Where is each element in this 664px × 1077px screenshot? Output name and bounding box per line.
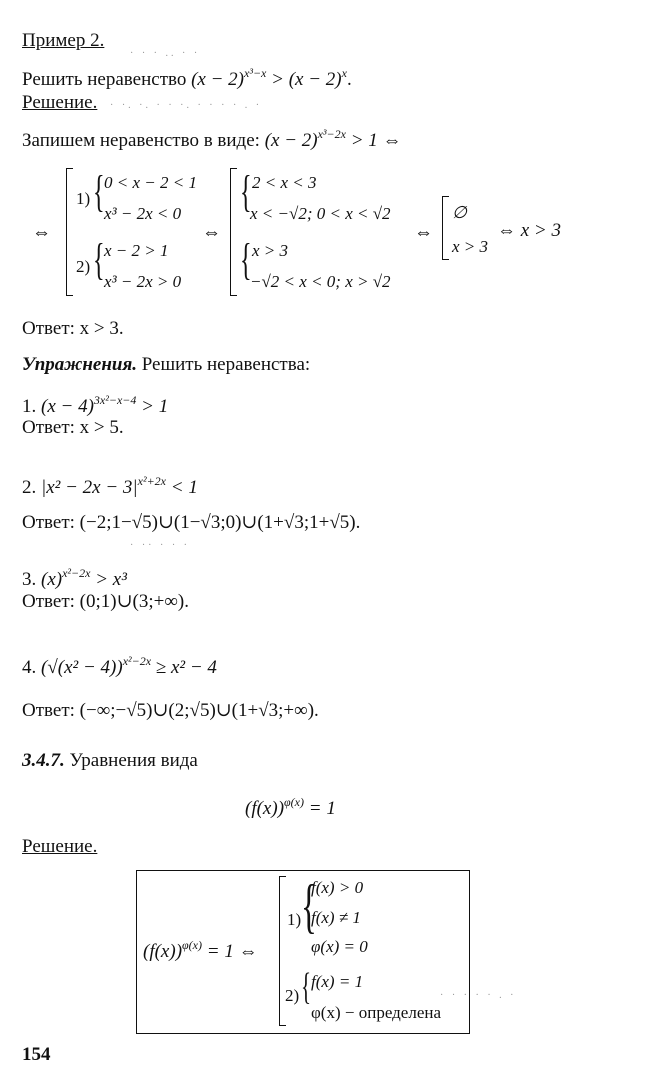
example-answer: Ответ: x > 3. [22,318,124,339]
task-prefix: Решить неравенство [22,69,187,90]
system-mid-arrow: ⇔ [202,222,221,243]
task-lhs: (x − 2) [191,69,245,90]
box-case2-line2: φ(x) − определена [311,1003,442,1022]
r1-brace: { [240,167,252,216]
section-heading [22,750,198,772]
r1-line2: x < −√2; 0 < x < √2 [250,204,391,223]
scan-noise: · ·· · · · [130,540,190,551]
exercise-1-answer: Ответ: x > 5. [22,417,124,438]
task-rhs: > (x − 2) [266,69,342,90]
system-square-bracket [66,168,73,296]
system-lead-arrow: ⇔ [32,222,51,243]
final-square-bracket [442,196,449,260]
box-case1-brace: { [301,873,317,939]
exercise-base: |x² − 2x − 3| [41,477,138,498]
exercise-rest: < 1 [166,477,198,498]
exercise-1 [22,389,168,418]
exercise-exp: x²−2x [122,654,152,668]
example-task [22,62,352,91]
final-result: ⇔ x > 3 [497,220,562,241]
box-case2-label: 2) [285,986,300,1005]
exercise-number: 2. [22,477,37,498]
box-lhs-rhs: = 1 ⇔ [202,941,258,962]
rewrite-exp: x³−2x [317,127,346,141]
box-case1-line1: f(x) > 0 [311,878,364,897]
r2-line2: −√2 < x < 0; x > √2 [250,272,391,291]
box-lhs [143,934,258,963]
case2-brace: { [93,235,105,284]
box-case1-label: 1) [287,910,302,929]
box-case2-line1: f(x) = 1 [311,972,364,991]
scan-noise: · ·. ·. · · ·. · · · · . · [110,100,263,111]
exercise-3-answer: Ответ: (0;1)∪(3;+∞). [22,591,189,612]
formula-base: (f(x)) [245,798,285,819]
case2-line2: x³ − 2x > 0 [104,272,182,291]
page-number: 154 [22,1044,51,1065]
exercise-3 [22,562,127,591]
exercise-number: 4. [22,657,37,678]
case2-line1: x − 2 > 1 [104,241,169,260]
final-line1: ∅ [452,203,467,222]
system-arrow3: ⇔ [414,222,433,243]
solution-label: Решение. [22,92,98,113]
exercise-base: (x) [41,569,63,590]
final-line2: x > 3 [452,237,489,256]
exercise-2-answer: Ответ: (−2;1−√5)∪(1−√3;0)∪(1+√3;1+√5). [22,512,361,533]
exercise-number: 1. [22,396,37,417]
case1-label: 1) [76,189,91,208]
rewrite-prefix: Запишем неравенство в виде: [22,130,260,151]
case1-brace: { [93,167,105,216]
box-case1-line2: f(x) ≠ 1 [311,908,361,927]
section-solution-label: Решение. [22,836,98,857]
box-lhs-exp: φ(x) [182,938,202,952]
section-title: Уравнения вида [64,750,198,771]
task-end: . [346,69,352,90]
formula-exp: φ(x) [284,795,304,809]
exercises-heading [22,354,310,376]
exercises-heading-bold: Упражнения. [22,354,137,375]
exercise-base: (√(x² − 4)) [41,657,123,678]
section-formula [245,791,336,820]
rewrite-base: (x − 2) [264,130,318,151]
exercise-base: (x − 4) [41,396,94,417]
r2-line1: x > 3 [252,241,289,260]
case1-line1: 0 < x − 2 < 1 [104,173,197,192]
exercise-exp: 3x²−x−4 [93,393,137,407]
exercise-rest: > x³ [90,569,127,590]
case1-line2: x³ − 2x < 0 [104,204,182,223]
box-lhs-base: (f(x)) [143,941,183,962]
scan-noise: · · · · · . · [440,990,517,1001]
case2-label: 2) [76,257,91,276]
scan-noise: · · · .. · · [130,48,201,59]
task-lhs-exp: x³−x [244,66,267,80]
r2-brace: { [240,235,252,284]
exercise-rest: ≥ x² − 4 [151,657,217,678]
exercise-2 [22,470,198,499]
formula-rhs: = 1 [304,798,336,819]
exercise-exp: x²+2x [137,474,167,488]
exercises-heading-rest: Решить неравенства: [136,354,311,375]
rewrite-line [22,123,402,152]
exercise-4 [22,650,217,679]
box-case2-brace: { [301,966,312,1008]
exercise-4-answer: Ответ: (−∞;−√5)∪(2;√5)∪(1+√3;+∞). [22,700,319,721]
exercise-number: 3. [22,569,37,590]
exercise-exp: x²−2x [62,566,91,580]
task-rhs-exp: x [341,66,347,80]
exercise-rest: > 1 [136,396,169,417]
box-case1-line3: φ(x) = 0 [311,937,368,956]
section-number: 3.4.7. [22,750,65,771]
r1-line1: 2 < x < 3 [252,173,317,192]
result-square-bracket [230,168,237,296]
example-title: Пример 2. [22,30,105,51]
rewrite-rhs: > 1 ⇔ [345,130,402,151]
